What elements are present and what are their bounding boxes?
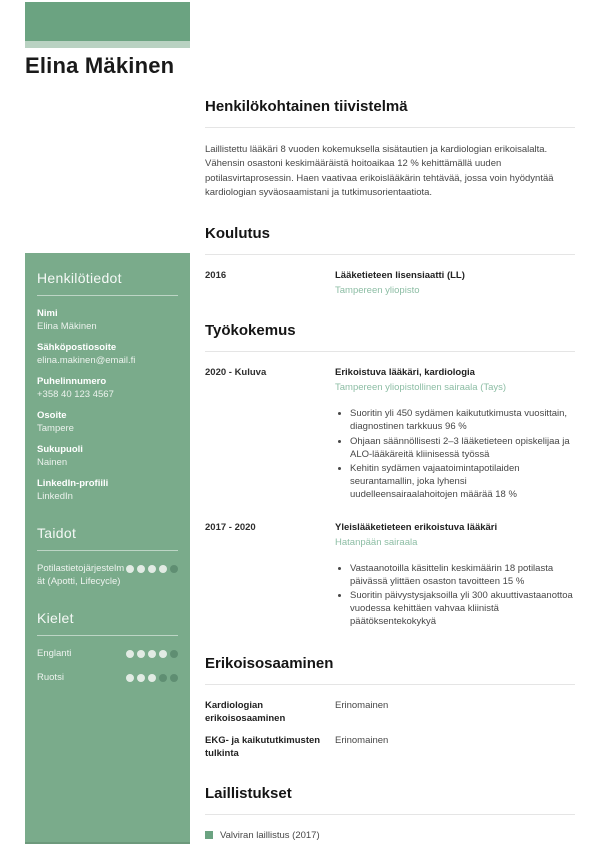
rating-dot [148,674,156,682]
linkedin-link[interactable]: LinkedIn [37,490,73,502]
experience-entry-details [335,366,575,502]
rating-dot [137,674,145,682]
sidebar-section-personal [37,270,178,503]
rating-dot [126,650,134,658]
competency-entry [205,734,575,760]
section-summary [205,98,575,200]
bullet-item: • Kehitin sydämen vajaatoimintapotilaiden seurantamallin, joka lyhensi uudelleensairaalahoitojen määrää 18 % [350,462,575,502]
rating-dot [126,565,134,573]
language-item-english [37,648,178,661]
rating-dot [170,565,178,573]
section-experience [205,322,575,629]
competency-entry [205,699,575,725]
rating-dot [159,674,167,682]
personal-field-email [37,342,178,367]
experience-bullets [335,407,575,501]
language-rating-dots [126,648,178,661]
skill-item [37,563,178,588]
entry-role: Erikoistuva lääkäri, kardiologia [335,367,475,379]
section-title-education: Koulutus [205,225,575,255]
competency-skill: EKG- ja kaikututkimusten tulkinta [205,734,321,759]
personal-field-linkedin [37,478,178,503]
entry-institution: Tampereen yliopisto [335,285,420,297]
competency-level: Erinomainen [335,699,389,711]
bullet-item: • Ohjaan säännöllisesti 2–3 lääketieteen opiskelijaa ja ALO-lääkäreitä kliinisessä työssä [350,435,575,461]
field-value: Elina Mäkinen [37,320,97,332]
education-entry-details [335,269,575,297]
field-value: Nainen [37,456,68,468]
sidebar-section-skills [37,525,178,588]
sidebar-section-title-languages: Kielet [37,610,178,636]
entry-period: 2020 - Kuluva [205,367,267,379]
sidebar-section-title-skills: Taidot [37,525,178,551]
bullet-item: • Suoritin yli 450 sydämen kaikututkimusta vuosittain, diagnostinen tarkkuus 96 % [350,407,575,433]
sidebar [25,253,190,844]
entry-employer: Hatanpään sairaala [335,536,418,548]
field-value: elina.makinen@email.fi [37,354,136,366]
section-education [205,225,575,297]
main-content [205,98,575,848]
field-label: Nimi [37,308,58,319]
personal-fields [37,308,178,503]
rating-dot [170,650,178,658]
section-title-experience: Työkokemus [205,322,575,352]
field-label: Puhelinnumero [37,376,107,387]
rating-dot [137,650,145,658]
page-title: Elina Mäkinen [25,53,175,78]
field-value: +358 40 123 4567 [37,388,114,400]
bullet-item: • Suoritin päivystysjaksoilla yli 300 akuuttivastaanottoa vuodessa kehittäen vahvaa kliinistä päätöksentekokykyä [350,589,575,629]
sidebar-section-languages [37,610,178,684]
field-value: Tampere [37,422,74,434]
header-accent-block [25,2,190,41]
certification-square-icon [205,831,213,839]
entry-degree: Lääketieteen lisensiaatti (LL) [335,270,465,282]
language-label: Ruotsi [37,671,64,683]
experience-entry [205,366,575,502]
language-rating-dots [126,672,178,685]
experience-entry [205,521,575,630]
rating-dot [126,674,134,682]
section-title-summary: Henkilökohtainen tiivistelmä [205,98,575,128]
field-label: LinkedIn-profiili [37,478,109,489]
education-entry [205,269,575,297]
section-title-competencies: Erikoisosaaminen [205,655,575,685]
competency-level: Erinomainen [335,734,389,746]
entry-role: Yleislääketieteen erikoistuva lääkäri [335,521,498,533]
certification-label: Valviran laillistus (2017) [220,829,320,841]
field-label: Sukupuoli [37,444,83,455]
rating-dot [148,650,156,658]
language-item-swedish [37,672,178,685]
rating-dot [137,565,145,573]
skill-rating-dots [126,563,178,588]
field-label: Osoite [37,410,67,421]
experience-entry-details [335,521,575,630]
rating-dot [159,650,167,658]
language-label: Englanti [37,648,72,659]
section-certifications [205,785,575,841]
sidebar-section-title-personal: Henkilötiedot [37,270,178,296]
personal-field-name [37,308,178,333]
experience-bullets [335,562,575,629]
skill-label: Potilastietojärjestelmät (Apotti, Lifecycle) [37,563,125,587]
header-accent-strip [25,41,190,48]
entry-employer: Tampereen yliopistollinen sairaala (Tays) [335,382,507,394]
entry-period: 2016 [205,270,227,282]
rating-dot [148,565,156,573]
entry-period: 2017 - 2020 [205,521,256,533]
rating-dot [170,674,178,682]
competency-skill: Kardiologian erikoisosaaminen [205,699,286,724]
section-competencies [205,655,575,760]
summary-text: Laillistettu lääkäri 8 vuoden kokemuksella sisätautien ja kardiologian erikoisalalta. Vähensin osastoni keskimääräistä hoitoaikaa 12 % kehittämällä uuden potilasvirtaprosessin. Haen vaativaa erikoislääkärin tehtävää, jossa voin hyödyntää kardiologian syväosaamistani ja tutkimusorientaatiota. [205,144,554,198]
certification-item [205,830,575,841]
bullet-item: • Vastaanotoilla käsittelin keskimäärin 18 potilasta päivässä ylittäen osaston tavoitteen 15 % [350,562,575,588]
rating-dot [159,565,167,573]
section-title-certifications: Laillistukset [205,785,575,815]
personal-field-address [37,410,178,435]
personal-field-gender [37,444,178,469]
personal-field-phone [37,376,178,401]
field-label: Sähköpostiosoite [37,342,117,353]
